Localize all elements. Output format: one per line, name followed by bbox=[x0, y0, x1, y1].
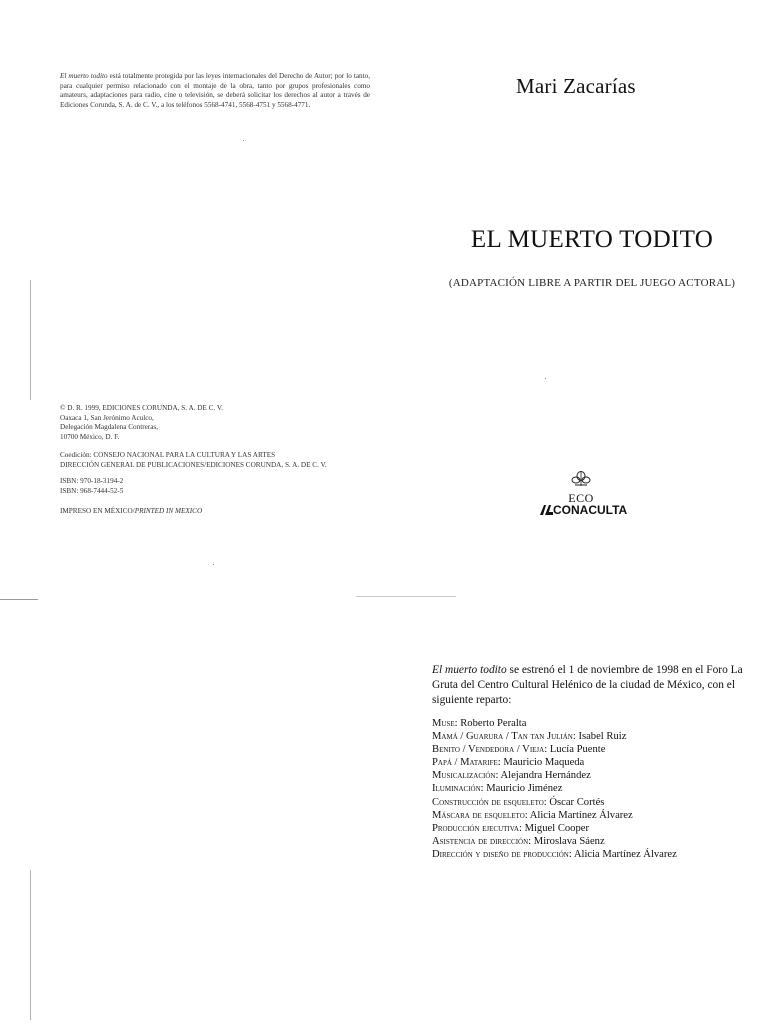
scan-speck bbox=[243, 140, 244, 141]
page-edge-mark bbox=[30, 280, 31, 400]
cast-item bbox=[432, 835, 752, 848]
page-edge-mark bbox=[30, 870, 31, 1020]
page-fold-line bbox=[356, 596, 456, 597]
cast-role: Muse: bbox=[432, 718, 458, 729]
cast-role: Benito / Vendedora / Vieja: bbox=[432, 744, 548, 756]
cast-role: Mamá / Guarura / Tan tan Julián: bbox=[432, 731, 576, 743]
eco-logo bbox=[566, 470, 596, 506]
rights-work-title: El muerto todito bbox=[60, 72, 108, 80]
conaculta-logo bbox=[540, 503, 627, 517]
cast-name: Alicia Martínez Álvarez bbox=[527, 809, 633, 821]
coedition-publisher: CONSEJO NACIONAL PARA LA CULTURA Y LAS ARTES bbox=[91, 451, 276, 459]
author-name: Mari Zacarías bbox=[516, 74, 636, 98]
copyright-line: © D. R. 1999, EDICIONES CORUNDA, S. A. DE C. V. bbox=[60, 404, 223, 412]
address-line: Delegación Magdalena Contreras, bbox=[60, 423, 158, 432]
isbn-block bbox=[60, 477, 260, 496]
coedition-line bbox=[60, 451, 380, 461]
cast-item bbox=[432, 756, 752, 769]
conaculta-mark-icon bbox=[540, 505, 553, 515]
cast-role: Musicalización: bbox=[432, 770, 499, 782]
cast-name: Isabel Ruiz bbox=[575, 731, 627, 743]
cast-name: Miguel Cooper bbox=[521, 822, 590, 834]
isbn-line: ISBN: 970-18-3194-2 bbox=[60, 477, 124, 485]
rights-notice bbox=[60, 72, 370, 110]
cast-list bbox=[432, 717, 752, 861]
cast-item bbox=[432, 782, 752, 795]
cast-role: Papá / Matarife: bbox=[432, 757, 501, 769]
coedition-block bbox=[60, 451, 380, 470]
cast-item bbox=[432, 730, 752, 743]
coedition-label: Coedición: bbox=[60, 451, 92, 459]
cast-role: Dirección y diseño de producción: bbox=[432, 848, 572, 860]
address-line: 10700 México, D. F. bbox=[60, 432, 120, 441]
cast-role: Iluminación: bbox=[432, 783, 484, 795]
copyright-block bbox=[60, 404, 380, 442]
cast-name: Lucía Puente bbox=[547, 744, 606, 756]
cast-item bbox=[432, 809, 752, 822]
cast-item bbox=[432, 717, 752, 730]
cast-role: Máscara de esqueleto: bbox=[432, 809, 528, 821]
cast-item bbox=[432, 743, 752, 756]
eco-symbol-icon bbox=[571, 470, 591, 488]
premiere-paragraph bbox=[432, 663, 750, 708]
cast-item bbox=[432, 769, 752, 782]
premiere-work-title: El muerto todito bbox=[432, 664, 507, 676]
cast-name: Mauricio Maqueda bbox=[500, 757, 585, 769]
address-line: Oaxaca 1, San Jerónimo Aculco, bbox=[60, 413, 154, 422]
cast-name: Alejandra Hernández bbox=[498, 770, 591, 782]
printed-in-plain: IMPRESO EN MÉXICO/ bbox=[60, 507, 135, 515]
coedition-line: DIRECCIÓN GENERAL DE PUBLICACIONES/EDICIONES CORUNDA, S. A. DE C. V. bbox=[60, 460, 327, 469]
eco-label: ECO bbox=[568, 491, 594, 505]
cast-item bbox=[432, 796, 752, 809]
conaculta-label: CONACULTA bbox=[553, 503, 628, 517]
premiere-text: se estrenó el 1 de noviembre de 1998 en el Foro La Gruta del Centro Cultural Helénico de la ciudad de México, con el siguiente reparto: bbox=[432, 664, 743, 706]
cast-name: Alicia Martínez Álvarez bbox=[571, 848, 677, 860]
cast-role: Construcción de esqueleto: bbox=[432, 796, 547, 808]
cast-item bbox=[432, 822, 752, 835]
printed-in-notice bbox=[60, 507, 320, 517]
cast-role: Asistencia de dirección: bbox=[432, 835, 532, 847]
cast-name: Óscar Cortés bbox=[546, 796, 605, 808]
cast-name: Miroslava Sáenz bbox=[531, 835, 605, 847]
printed-in-italic: PRINTED IN MEXICO bbox=[134, 507, 203, 515]
book-subtitle: (ADAPTACIÓN LIBRE A PARTIR DEL JUEGO ACTORAL) bbox=[448, 277, 736, 289]
cast-name: Roberto Peralta bbox=[457, 718, 527, 729]
book-title: EL MUERTO TODITO bbox=[470, 226, 714, 253]
page-fold-line bbox=[0, 599, 38, 600]
cast-item bbox=[432, 848, 752, 861]
cast-role: Producción ejecutiva: bbox=[432, 822, 522, 834]
scan-speck bbox=[213, 564, 214, 565]
scan-speck bbox=[545, 378, 546, 379]
cast-name: Mauricio Jiménez bbox=[483, 783, 563, 795]
isbn-line: ISBN: 968-7444-52-5 bbox=[60, 486, 124, 495]
rights-text: está totalmente protegida por las leyes internacionales del Derecho de Autor; por lo tanto, para cualquier permiso relacionado con el montaje de la obra, tanto por grupos profesionales como amateurs, adaptaciones para radio, cine o televisión, se deberá solicitar los derechos al autor a través de Ediciones Corunda, S. A. de C. V., a los teléfonos 5568-4741, 5568-4751 y 5568-4771. bbox=[60, 72, 370, 109]
